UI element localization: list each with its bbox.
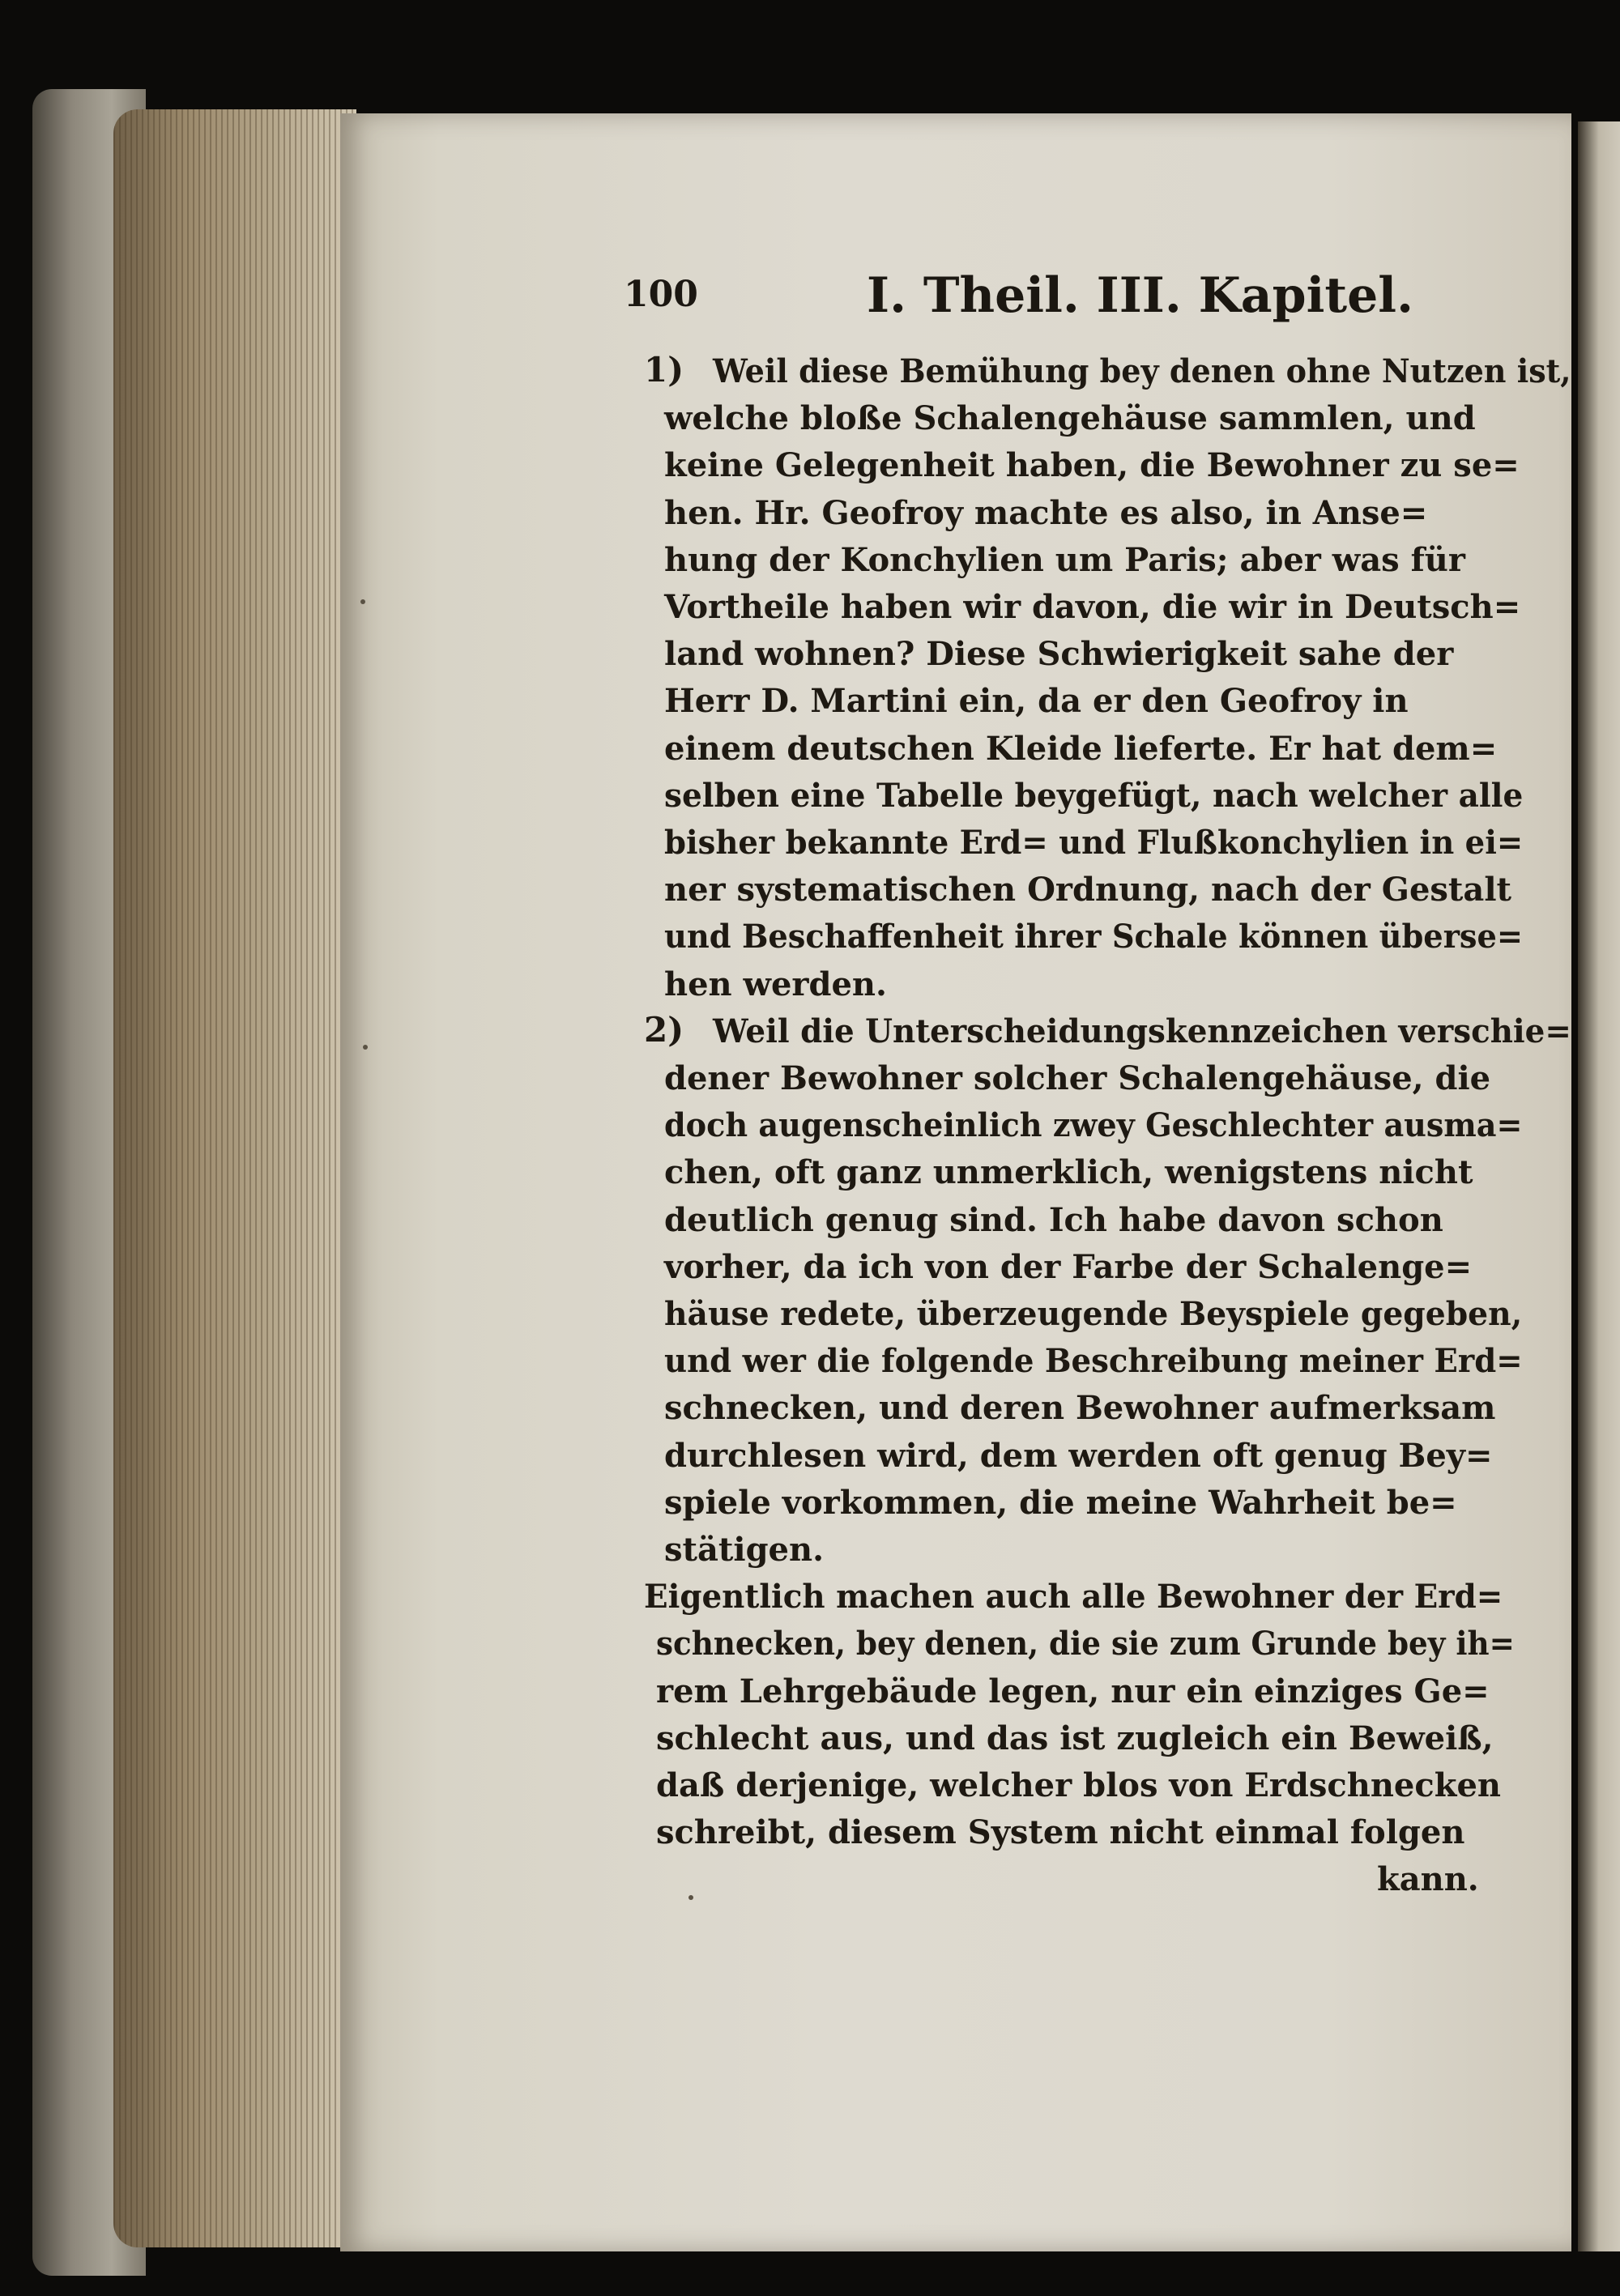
text-line: häuse redete, überzeugende Beyspiele gegeben,	[664, 1295, 1523, 1333]
page-header	[624, 267, 1580, 332]
text-line: land wohnen? Diese Schwierigkeit sahe der	[664, 635, 1454, 674]
text-line: kann.	[1377, 1860, 1479, 1899]
text-line: spiele vorkommen, die meine Wahrheit be=	[664, 1483, 1457, 1522]
text-line: deutlich genug sind. Ich habe davon schon	[664, 1200, 1443, 1239]
text-line: stätigen.	[664, 1531, 825, 1569]
text-line: Herr D. Martini ein, da er den Geofroy in	[664, 682, 1409, 721]
text-line: vorher, da ich von der Farbe der Schalenge=	[664, 1247, 1473, 1286]
text-line: und wer die folgende Beschreibung meiner Erd=	[664, 1342, 1523, 1381]
list-marker: 1)	[644, 350, 684, 390]
text-line: Weil die Unterscheidungskennzeichen verschie=	[713, 1012, 1571, 1050]
paper-speck	[363, 1045, 368, 1050]
text-line: selben eine Tabelle beygefügt, nach welcher alle	[664, 776, 1524, 815]
page-number: 100	[624, 274, 698, 315]
text-line: daß derjenige, welcher blos von Erdschnecken	[656, 1766, 1501, 1804]
text-line: schnecken, bey denen, die sie zum Grunde bey ih=	[656, 1625, 1515, 1663]
text-line: welche bloße Schalengehäuse sammlen, und	[664, 399, 1476, 438]
running-head: I. Theil. III. Kapitel.	[867, 267, 1413, 324]
paper-speck	[688, 1895, 693, 1900]
text-line: bisher bekannte Erd= und Flußkonchylien in ei=	[664, 824, 1524, 862]
text-line: ner systematischen Ordnung, nach der Gestalt	[664, 871, 1511, 909]
text-line: und Beschaffenheit ihrer Schale können überse=	[664, 918, 1524, 956]
text-line: chen, oft ganz unmerklich, wenigstens nicht	[664, 1153, 1473, 1192]
text-line: hen. Hr. Geofroy machte es also, in Anse=	[664, 493, 1428, 532]
text-line: schnecken, und deren Bewohner aufmerksam	[664, 1389, 1496, 1428]
text-line: hen werden.	[664, 965, 887, 1003]
text-line: keine Gelegenheit haben, die Bewohner zu se=	[664, 446, 1520, 485]
facing-page-edge	[1578, 121, 1620, 2251]
list-marker: 2)	[644, 1009, 684, 1050]
text-line: doch augenscheinlich zwey Geschlechter ausma=	[664, 1106, 1523, 1145]
page-fore-edge	[113, 109, 356, 2247]
text-line: schlecht aus, und das ist zugleich ein Beweiß,	[656, 1719, 1494, 1757]
text-line: Eigentlich machen auch alle Bewohner der Erd=	[644, 1578, 1503, 1617]
text-line: einem deutschen Kleide lieferte. Er hat dem=	[664, 729, 1498, 768]
text-line: durchlesen wird, dem werden oft genug Bey=	[664, 1436, 1493, 1475]
paper-speck	[360, 599, 365, 604]
text-line: schreibt, diesem System nicht einmal folgen	[656, 1813, 1465, 1852]
text-line: dener Bewohner solcher Schalengehäuse, die	[664, 1059, 1491, 1097]
text-line: hung der Konchylien um Paris; aber was für	[664, 540, 1465, 579]
text-line: Weil diese Bemühung bey denen ohne Nutzen ist,	[713, 352, 1571, 390]
text-line: Vortheile haben wir davon, die wir in Deutsch=	[664, 588, 1521, 626]
text-line: rem Lehrgebäude legen, nur ein einziges Ge=	[656, 1672, 1490, 1710]
